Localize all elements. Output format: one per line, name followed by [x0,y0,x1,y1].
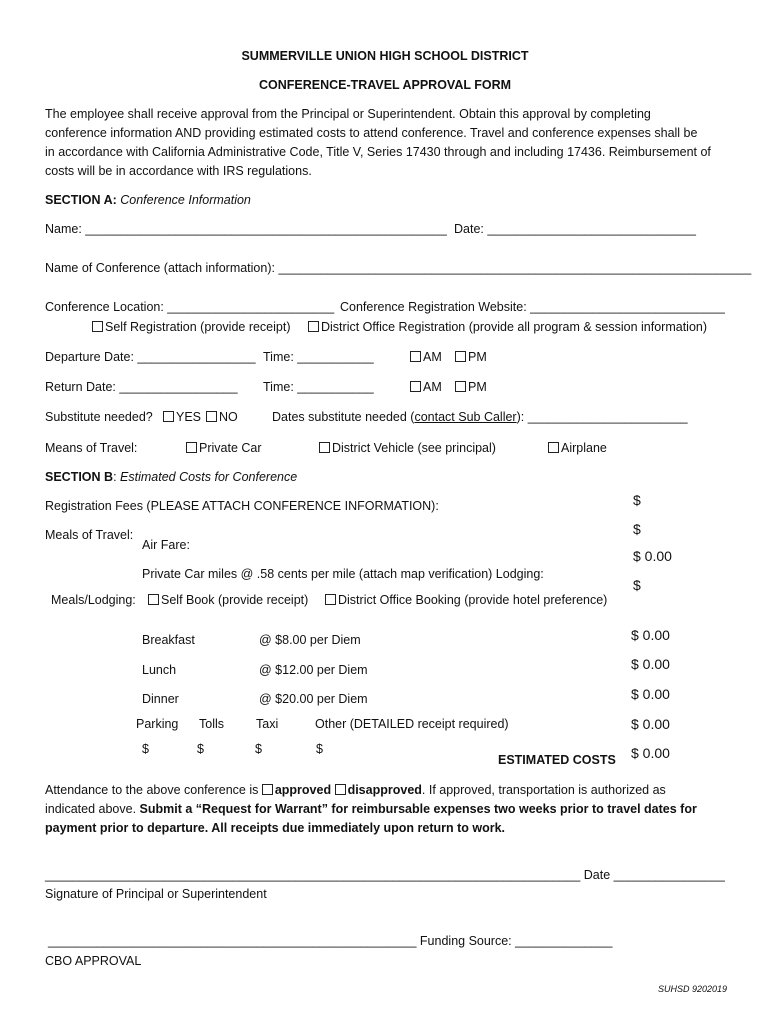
conference-location-field[interactable]: Conference Location: ________________________ [45,300,335,314]
sub-caller-link[interactable]: contact Sub Caller [414,410,517,424]
airplane-option[interactable] [548,441,607,456]
substitute-no-option[interactable] [206,410,238,425]
approval-line-3: payment prior to departure. All receipts due immediately upon return to work. [45,821,506,835]
approval-line-2-bold: Submit a “Request for Warrant” for reimbursable expenses two weeks prior to travel dates for [139,802,697,816]
district-vehicle-option[interactable] [319,441,496,456]
departure-am-option[interactable] [410,350,442,365]
self-registration-checkbox[interactable] [92,321,103,332]
district-registration-label: District Office Registration (provide all program & session information) [321,320,708,334]
disapproved-label: disapproved [347,783,422,797]
meals-lodging-label: Meals/Lodging: [51,593,136,607]
section-a-heading [45,193,251,208]
self-registration-label: Self Registration (provide receipt) [105,320,291,334]
district-booking-option[interactable] [325,593,607,608]
principal-signature-line[interactable]: _____________________________________________________________________________ Date ________________ [45,868,725,882]
return-am-option[interactable] [410,380,442,395]
registration-website-field[interactable]: Conference Registration Website: ____________________________ [340,300,725,314]
section-b-title: Estimated Costs for Conference [120,470,298,484]
tolls-amount[interactable]: $ [197,742,204,756]
tolls-label: Tolls [199,717,225,731]
substitute-no-checkbox[interactable] [206,411,217,422]
cbo-approval-label: CBO APPROVAL [45,954,142,968]
departure-date-field[interactable]: Departure Date: _________________ [45,350,256,364]
private-car-option[interactable] [186,441,262,456]
lunch-rate: @ $12.00 per Diem [259,663,368,677]
name-field[interactable]: Name: ____________________________________________________ [45,222,447,236]
section-a-title: Conference Information [120,193,251,207]
parking-label: Parking [136,717,179,731]
district-registration-option[interactable] [308,320,707,335]
district-vehicle-label: District Vehicle (see principal) [332,441,496,455]
approval-line-1 [45,783,666,798]
date-field[interactable]: Date: ______________________________ [454,222,696,236]
registration-fees-label: Registration Fees (PLEASE ATTACH CONFERENCE INFORMATION): [45,499,439,513]
return-am-checkbox[interactable] [410,381,421,392]
district-name: SUMMERVILLE UNION HIGH SCHOOL DISTRICT [241,49,529,63]
district-registration-checkbox[interactable] [308,321,319,332]
substitute-dates-blank[interactable]: ): _______________________ [516,410,688,424]
lunch-label: Lunch [142,663,177,677]
principal-signature-label: Signature of Principal or Superintendent [45,887,267,901]
substitute-yes-checkbox[interactable] [163,411,174,422]
breakfast-amount[interactable]: $ 0.00 [631,627,670,643]
departure-pm-checkbox[interactable] [455,351,466,362]
intro-line-3: in accordance with California Administrative Code, Title V, Series 17430 through and including 17436. Reimbursement of [45,145,711,159]
approval-line-2-pre: indicated above. [45,802,140,816]
form-code: SUHSD 9202019 [658,984,728,994]
registration-fees-amount[interactable]: $ [633,492,641,508]
section-b-heading: SECTION B: Estimated Costs for Conference [45,470,298,484]
estimated-costs-label: ESTIMATED COSTS [498,753,616,767]
other-amount[interactable]: $ 0.00 [631,716,670,732]
section-b-label: SECTION B [45,470,114,484]
substitute-dates-field[interactable] [272,410,688,425]
private-car-miles-label: Private Car miles @ .58 cents per mile (attach map verification) Lodging: [142,567,544,581]
district-booking-label: District Office Booking (provide hotel preference) [338,593,608,607]
means-of-travel-label: Means of Travel: [45,441,138,455]
departure-pm-option[interactable] [455,350,487,365]
substitute-question: Substitute needed? [45,410,153,424]
private-car-checkbox[interactable] [186,442,197,453]
section-a-label: SECTION A: [45,193,117,207]
approval-text-post: . If approved, transportation is authorized as [421,783,666,797]
private-car-label: Private Car [199,441,262,455]
airplane-label: Airplane [561,441,607,455]
dinner-rate: @ $20.00 per Diem [259,692,368,706]
approval-line-2 [45,802,697,817]
self-book-checkbox[interactable] [148,594,159,605]
substitute-dates-label: Dates substitute needed ( [272,410,415,424]
air-fare-amount[interactable]: $ 0.00 [633,548,672,564]
district-vehicle-checkbox[interactable] [319,442,330,453]
parking-amount[interactable]: $ [142,742,149,756]
airplane-checkbox[interactable] [548,442,559,453]
departure-am-checkbox[interactable] [410,351,421,362]
disapproved-checkbox[interactable] [335,784,346,795]
meals-of-travel-label: Meals of Travel: [45,528,134,542]
return-pm-option[interactable] [455,380,487,395]
self-book-option[interactable] [148,593,308,608]
self-registration-option[interactable] [92,320,291,335]
meals-of-travel-amount[interactable]: $ [633,521,641,537]
return-time-field[interactable]: Time: ___________ [263,380,374,394]
intro-line-1: The employee shall receive approval from the Principal or Superintendent. Obtain this approval by completing [45,107,651,121]
breakfast-label: Breakfast [142,633,195,647]
other-misc-amount[interactable]: $ [316,742,323,756]
taxi-amount[interactable]: $ [255,742,262,756]
approved-checkbox[interactable] [262,784,273,795]
approved-label: approved [274,783,332,797]
return-pm-checkbox[interactable] [455,381,466,392]
intro-line-2: conference information AND providing estimated costs to attend conference. Travel and conference expenses shall be [45,126,698,140]
self-book-label: Self Book (provide receipt) [161,593,309,607]
substitute-yes-label: YES [176,410,202,424]
private-car-amount[interactable]: $ [633,577,641,593]
dinner-amount[interactable]: $ 0.00 [631,686,670,702]
taxi-label: Taxi [256,717,279,731]
departure-time-field[interactable]: Time: ___________ [263,350,374,364]
return-am-label: AM [423,380,442,394]
conference-name-field[interactable]: Name of Conference (attach information): ____________________________________________________________________ [45,261,752,275]
district-booking-checkbox[interactable] [325,594,336,605]
lunch-amount[interactable]: $ 0.00 [631,656,670,672]
intro-line-4: costs will be in accordance with IRS regulations. [45,164,312,178]
cbo-approval-line[interactable]: _____________________________________________________ Funding Source: ______________ [48,934,613,948]
return-pm-label: PM [468,380,487,394]
substitute-yes-option[interactable] [163,410,201,425]
substitute-no-label: NO [219,410,238,424]
departure-pm-label: PM [468,350,487,364]
approval-text-pre: Attendance to the above conference is [45,783,262,797]
departure-am-label: AM [423,350,442,364]
breakfast-rate: @ $8.00 per Diem [259,633,361,647]
air-fare-label: Air Fare: [142,538,190,552]
other-label: Other (DETAILED receipt required) [315,717,509,731]
form-title: CONFERENCE-TRAVEL APPROVAL FORM [258,78,512,92]
dinner-label: Dinner [142,692,179,706]
return-date-field[interactable]: Return Date: _________________ [45,380,238,394]
estimated-costs-amount[interactable]: $ 0.00 [631,745,670,761]
